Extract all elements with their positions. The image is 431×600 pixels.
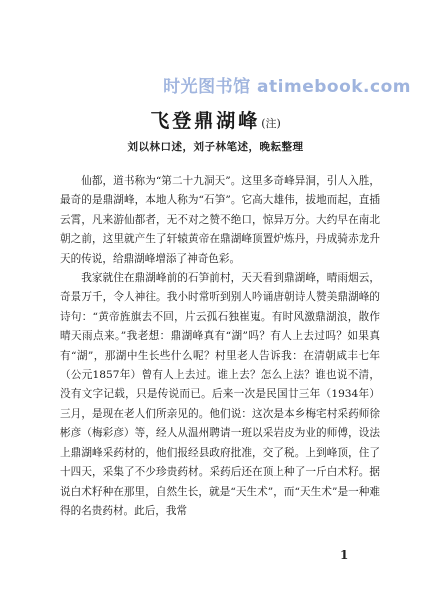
article-title-text: 飞登鼎湖峰 (150, 110, 261, 132)
article-title (150, 110, 281, 132)
page-number: 1 (340, 548, 349, 562)
article-byline: 刘以林口述，刘子林笔述，晚耘整理 (127, 141, 304, 153)
title-block (0, 106, 431, 133)
paragraph: 我家就住在鼎湖峰前的石笋前村，天天看到鼎湖峰，晴雨烟云，奇景万千，令人神往。我小时常听到别人吟诵唐朝诗人赞美鼎湖峰的诗句：“黄帝旌旗去不回，片云孤石独崔嵬。有时风激鼎湖浪，散作晴天雨点来。”我老想：鼎湖峰真有“湖”吗？有人上去过吗？如果真有“湖”，那湖中生长些什么呢？村里老人告诉我：在清朝咸丰七年（公元1857年）曾有人上去过。谁上去？怎么上法？谁也说不清，没有文字记载，只是传说而已。后来一次是民国廿三年（1934年）三月，是现在老人们所亲见的。他们说：这次是本乡梅宅村采药师徐彬彦（梅彩彦）等，经人从温州聘请一班以采岩皮为业的师傅，设法上鼎湖峰采药材的，他们报经县政府批准，交了税。上到峰顶，住了十四天，采集了不少珍贵药材。采药后还在顶上种了一斤白术籽。据说白术籽种在那里，自然生长，就是“天生术”，而“天生术”是一种难得的名贵药材。此后，我常 (60, 272, 380, 517)
article-body (60, 172, 380, 521)
watermark: 时光图书馆 atimebook.com (163, 77, 411, 97)
paragraph: 仙都，道书称为“第二十九洞天”。这里多奇峰异洞，引人入胜，最奇的是鼎湖峰，本地人称为“石笋”。它高大雄伟，拔地而起，直插云霄，凡来游仙都者，无不对之赞不绝口，惊异万分。大约早在南北朝之前，这里就产生了轩辕黄帝在鼎湖峰顶置炉炼丹，丹成骑赤龙升天的传说，给鼎湖峰增添了神奇色彩。 (60, 175, 380, 265)
article-title-note: (注) (261, 117, 281, 130)
